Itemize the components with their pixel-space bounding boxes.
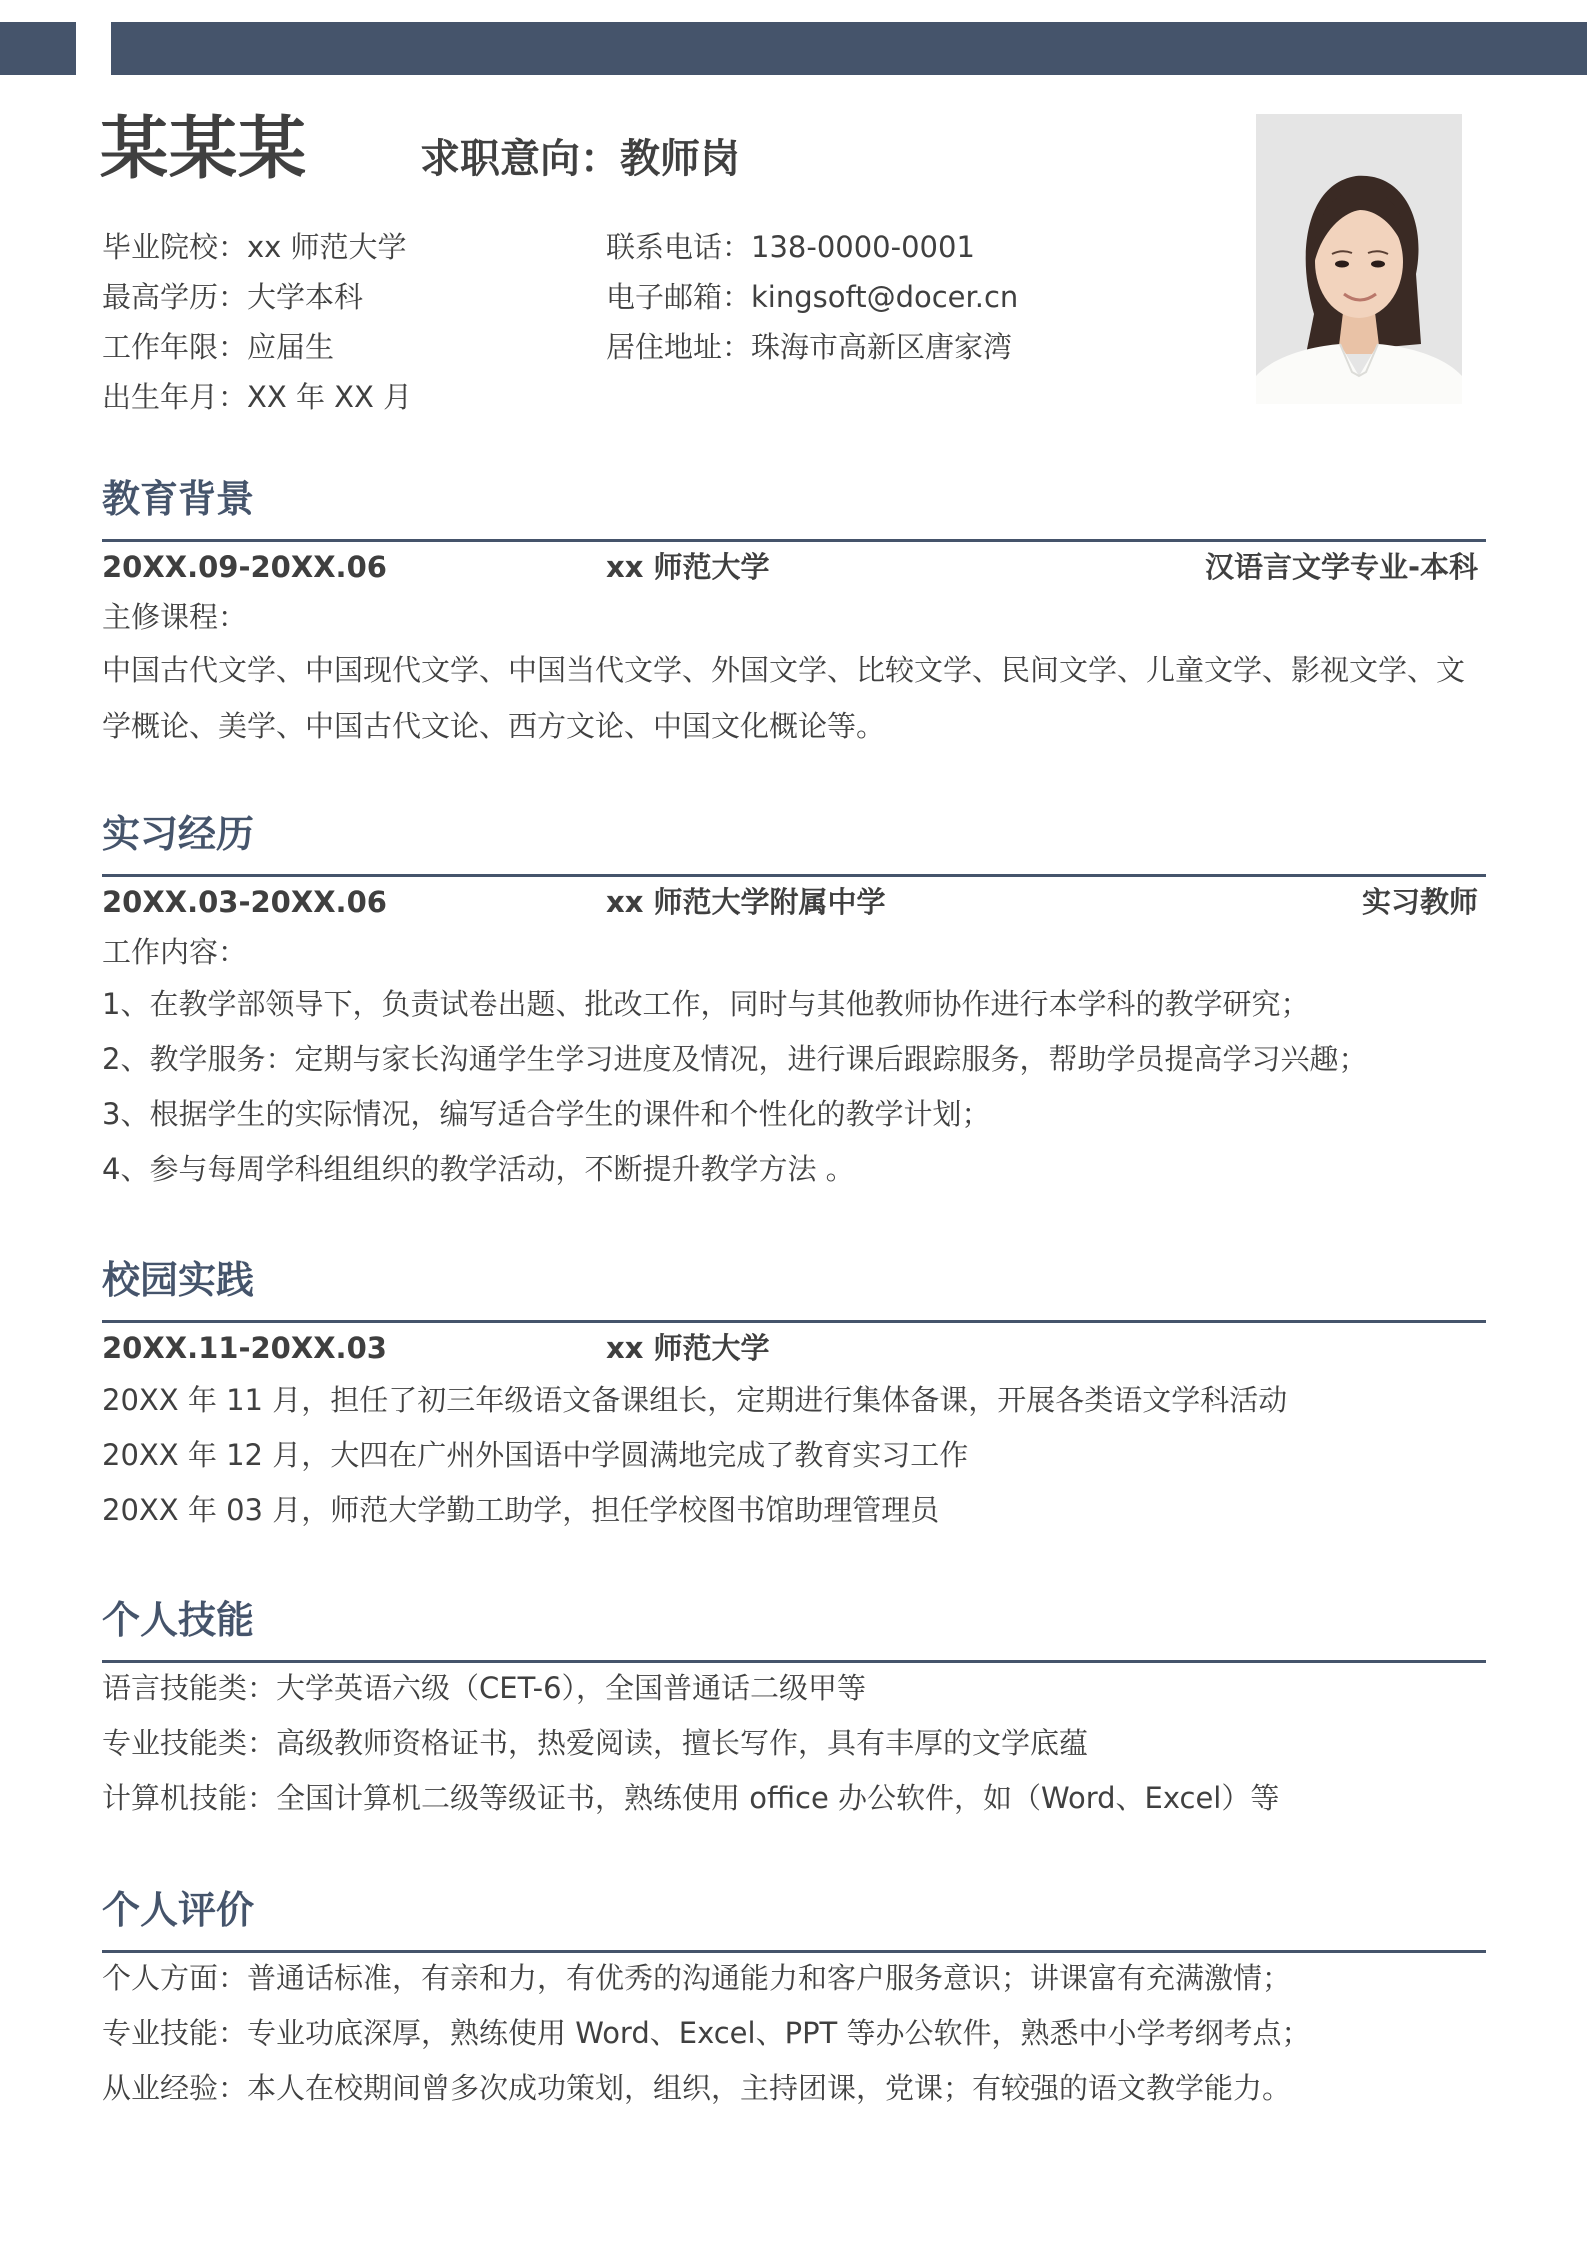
info-value: kingsoft@docer.cn <box>751 280 1019 314</box>
entry-org: xx 师范大学 <box>606 1331 770 1365</box>
list-item: 20XX 年 11 月，担任了初三年级语文备课组长，定期进行集体备课，开展各类语文学科活动 <box>102 1383 1288 1417</box>
courses-line: 中国古代文学、中国现代文学、中国当代文学、外国文学、比较文学、民间文学、儿童文学、影视文学、文 <box>102 653 1466 687</box>
entry-date: 20XX.11-20XX.03 <box>102 1331 387 1365</box>
courses-label: 主修课程： <box>102 600 248 634</box>
info-label: 最高学历： <box>102 280 248 314</box>
info-value: 应届生 <box>247 330 335 364</box>
section-title: 实习经历 <box>102 812 255 856</box>
list-item: 计算机技能：全国计算机二级等级证书，熟练使用 office 办公软件，如（Word、Excel）等 <box>102 1781 1280 1815</box>
info-label: 出生年月： <box>102 380 248 414</box>
courses-line: 学概论、美学、中国古代文论、西方文论、中国文化概论等。 <box>102 709 886 743</box>
header-bar-block <box>0 22 76 75</box>
entry-school: xx 师范大学 <box>606 550 770 584</box>
info-phone <box>606 222 1018 272</box>
info-value: 138-0000-0001 <box>751 230 975 264</box>
info-degree <box>102 272 412 322</box>
list-item: 从业经验：本人在校期间曾多次成功策划，组织，主持团课，党课；有较强的语文教学能力。 <box>102 2071 1292 2105</box>
list-item: 1、在教学部领导下，负责试卷出题、批改工作，同时与其他教师协作进行本学科的教学研究； <box>102 987 1310 1021</box>
profile-photo <box>1256 114 1462 404</box>
section-title: 个人技能 <box>102 1598 255 1642</box>
list-item: 4、参与每周学科组组织的教学活动，不断提升教学方法 。 <box>102 1152 855 1186</box>
entry-major: 汉语言文学专业-本科 <box>1204 550 1478 584</box>
info-birth <box>102 372 412 422</box>
job-intention-label: 求职意向： <box>420 136 620 182</box>
info-label: 毕业院校： <box>102 230 248 264</box>
list-item: 专业技能：专业功底深厚，熟练使用 Word、Excel、PPT 等办公软件，熟悉中小学考纲考点； <box>102 2016 1311 2050</box>
info-label: 联系电话： <box>606 230 752 264</box>
entry-header <box>102 1323 1486 1373</box>
section-skills <box>102 1597 1486 1826</box>
content-label: 工作内容： <box>102 935 248 969</box>
info-value: 大学本科 <box>247 280 364 314</box>
list-item: 20XX 年 12 月，大四在广州外国语中学圆满地完成了教育实习工作 <box>102 1438 969 1472</box>
info-label: 工作年限： <box>102 330 248 364</box>
list-item: 个人方面：普通话标准，有亲和力，有优秀的沟通能力和客户服务意识；讲课富有充满激情； <box>102 1961 1292 1995</box>
list-item: 专业技能类：高级教师资格证书，热爱阅读，擅长写作，具有丰厚的文学底蕴 <box>102 1726 1089 1760</box>
section-internship <box>102 811 1486 1197</box>
job-intention <box>420 133 740 185</box>
entry-date: 20XX.03-20XX.06 <box>102 885 387 919</box>
info-value: xx 师范大学 <box>247 230 407 264</box>
basic-info-right <box>606 222 1018 372</box>
section-campus <box>102 1257 1486 1538</box>
section-evaluation <box>102 1887 1486 2116</box>
list-item: 语言技能类：大学英语六级（CET-6），全国普通话二级甲等 <box>102 1671 867 1705</box>
info-school <box>102 222 412 272</box>
entry-header <box>102 877 1486 927</box>
job-intention-value: 教师岗 <box>620 136 740 182</box>
section-education <box>102 476 1486 754</box>
list-item: 2、教学服务：定期与家长沟通学生学习进度及情况，进行课后跟踪服务，帮助学员提高学习兴趣； <box>102 1042 1368 1076</box>
entry-role: 实习教师 <box>1361 885 1478 919</box>
list-item: 20XX 年 03 月，师范大学勤工助学，担任学校图书馆助理管理员 <box>102 1493 940 1527</box>
info-label: 居住地址： <box>606 330 752 364</box>
info-work-years <box>102 322 412 372</box>
header-bar <box>111 22 1587 75</box>
basic-info-left <box>102 222 412 422</box>
info-value: XX 年 XX 月 <box>247 380 413 414</box>
info-label: 电子邮箱： <box>606 280 752 314</box>
section-title: 校园实践 <box>102 1258 255 1302</box>
list-item: 3、根据学生的实际情况，编写适合学生的课件和个性化的教学计划； <box>102 1097 991 1131</box>
entry-date: 20XX.09-20XX.06 <box>102 550 387 584</box>
candidate-name: 某某某 <box>100 110 308 189</box>
info-value: 珠海市高新区唐家湾 <box>751 330 1013 364</box>
section-title: 个人评价 <box>102 1888 255 1932</box>
info-address <box>606 322 1018 372</box>
entry-org: xx 师范大学附属中学 <box>606 885 886 919</box>
section-title: 教育背景 <box>102 477 255 521</box>
info-email <box>606 272 1018 322</box>
entry-header <box>102 542 1486 592</box>
portrait-icon <box>1256 114 1462 404</box>
